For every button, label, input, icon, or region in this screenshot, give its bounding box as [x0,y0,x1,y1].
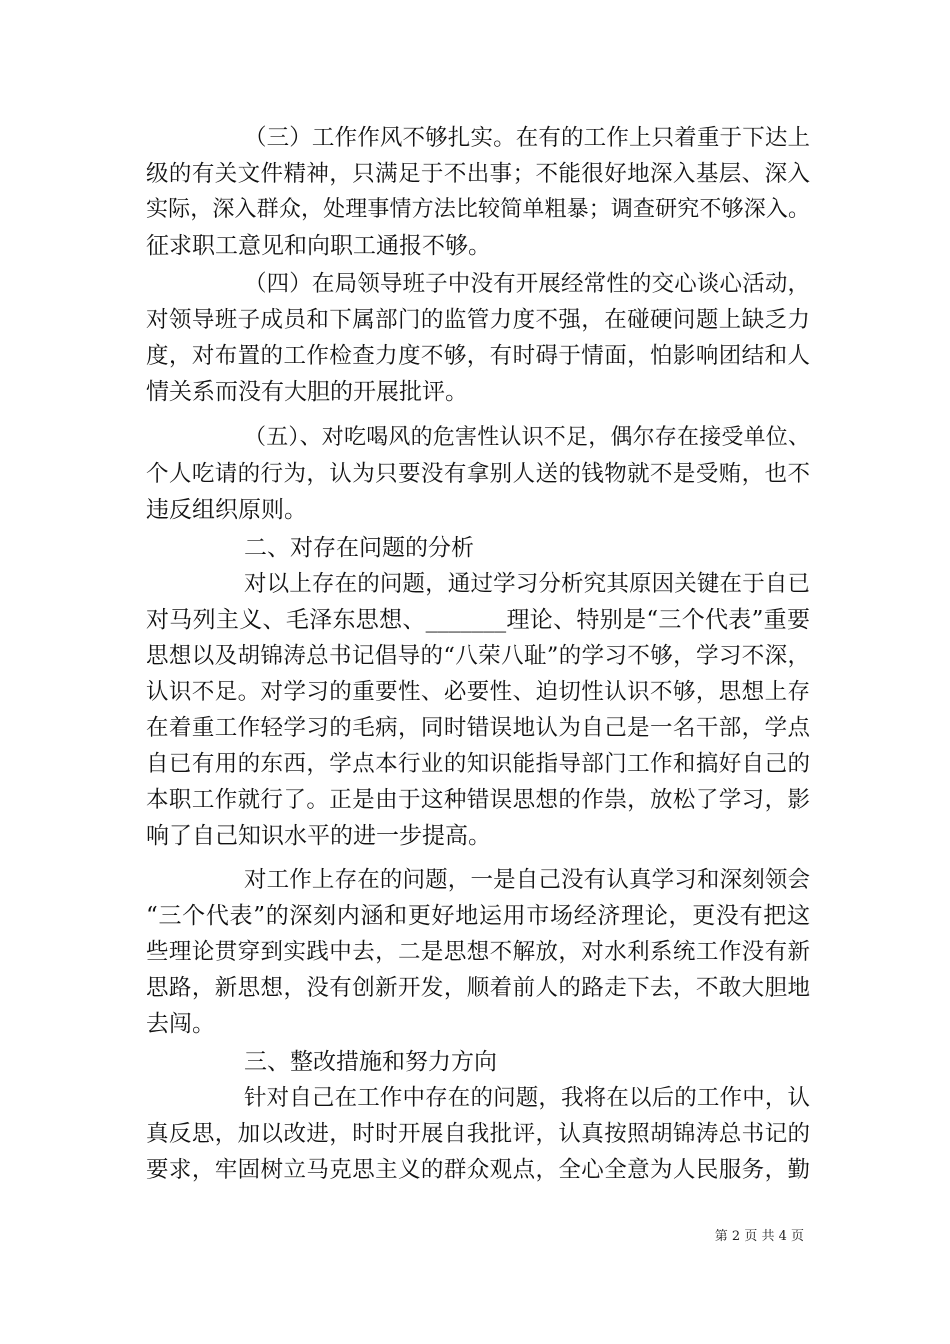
text-line: 个人吃请的行为，认为只要没有拿别人送的钱物就不是受贿，也不 [146,461,810,487]
section-heading: 二、对存在问题的分析 [244,535,474,561]
text-line: 度，对布置的工作检查力度不够，有时碍于情面，怕影响团结和人 [146,343,810,369]
page-number-footer: 第 2 页 共 4 页 [714,1229,804,1244]
text-line: 违反组织原则。 [146,497,307,523]
text-line: 认识不足。对学习的重要性、必要性、迫切性认识不够，思想上存 [146,679,810,705]
text-line: “三个代表”的深刻内涵和更好地运用市场经济理论，更没有把这 [146,903,810,929]
text-line: （五）、对吃喝风的危害性认识不足，偶尔存在接受单位、 [244,425,810,450]
text-line: 征求职工意见和向职工通报不够。 [146,233,491,259]
text-line: （四）在局领导班子中没有开展经常性的交心谈心活动， [244,271,810,297]
section-heading: 三、整改措施和努力方向 [244,1049,497,1075]
text-line: 自已有用的东西，学点本行业的知识能指导部门工作和搞好自己的 [146,751,810,777]
text-line: 思路，新思想，没有创新开发，顺着前人的路走下去，不敢大胆地 [146,975,810,1001]
text-line: 对领导班子成员和下属部门的监管力度不强，在碰硬问题上缺乏力 [146,307,810,333]
text-line: 对工作上存在的问题，一是自己没有认真学习和深刻领会 [244,867,810,893]
text-line: 级的有关文件精神，只满足于不出事；不能很好地深入基层、深入 [146,161,810,187]
text-line: 本职工作就行了。正是由于这种错误思想的作祟，放松了学习，影 [146,787,810,813]
text-line: 对马列主义、毛泽东思想、_______理论、特别是“三个代表”重要 [146,607,810,633]
text-line: 要求，牢固树立马克思主义的群众观点，全心全意为人民服务，勤 [146,1157,810,1183]
text-line: 些理论贯穿到实践中去，二是思想不解放，对水利系统工作没有新 [146,939,810,965]
text-line: （三）工作作风不够扎实。在有的工作上只着重于下达上 [244,125,810,151]
text-line: 实际，深入群众，处理事情方法比较简单粗暴；调查研究不够深入。 [146,197,810,222]
text-line: 针对自己在工作中存在的问题，我将在以后的工作中，认 [244,1085,810,1111]
text-line: 情关系而没有大胆的开展批评。 [146,379,468,405]
text-line: 在着重工作轻学习的毛病，同时错误地认为自己是一名干部，学点 [146,715,810,741]
text-line: 思想以及胡锦涛总书记倡导的“八荣八耻”的学习不够，学习不深， [146,643,810,669]
text-line: 对以上存在的问题，通过学习分析究其原因关键在于自已 [244,571,810,597]
text-line: 去闯。 [146,1011,215,1037]
text-line: 真反思，加以改进，时时开展自我批评，认真按照胡锦涛总书记的 [146,1121,810,1147]
text-line: 响了自己知识水平的进一步提高。 [146,823,491,849]
